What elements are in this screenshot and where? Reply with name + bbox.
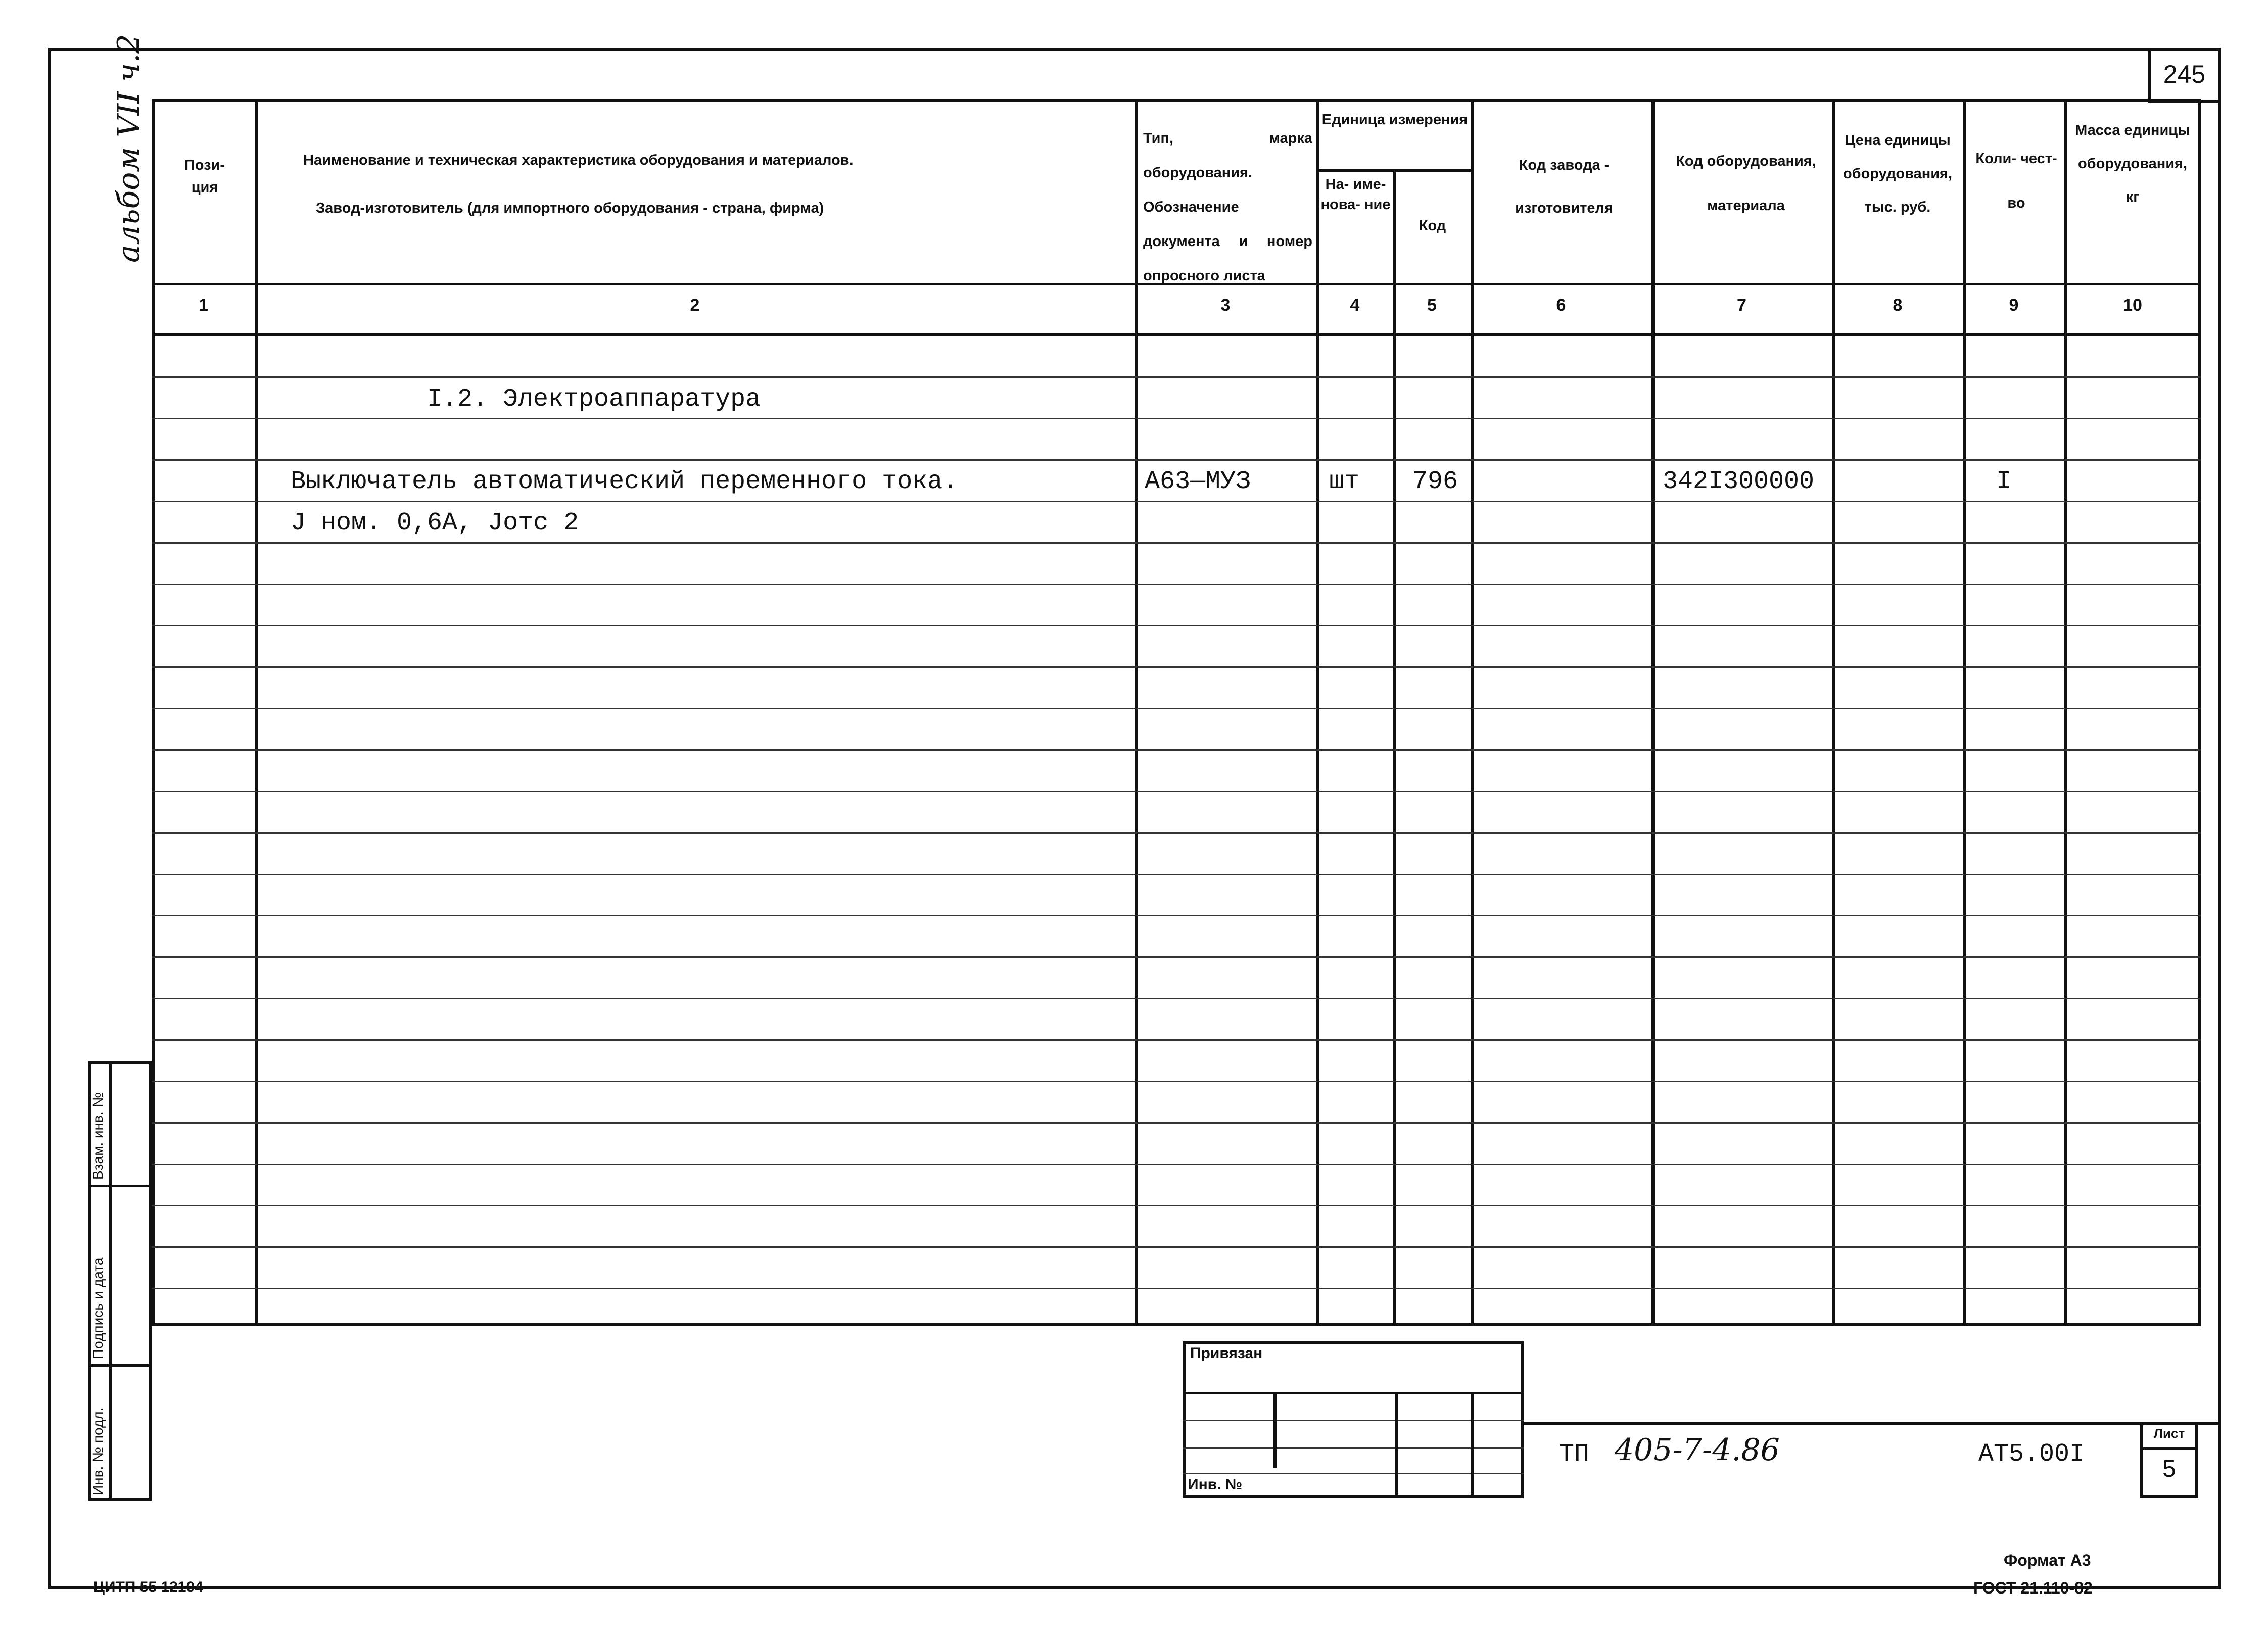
row-line: [152, 956, 2201, 958]
header-name-line2: Завод-изготовитель (для импортного оборудования - страна, фирма): [316, 200, 824, 216]
header-name-line1: Наименование и техническая характеристика оборудования и материалов.: [303, 152, 854, 168]
row-line: [152, 1246, 2201, 1248]
row-line: [152, 749, 2201, 751]
document-code: АТ5.00I: [1978, 1440, 2085, 1469]
col-divider: [1393, 169, 1396, 1326]
unit-group-divider: [1316, 169, 1471, 172]
header-unit-name: На- име- нова- ние: [1320, 176, 1391, 213]
row-line: [152, 708, 2201, 709]
row-line: [152, 791, 2201, 792]
sheet-number: 5: [2162, 1456, 2176, 1482]
column-number: 7: [1737, 296, 1746, 315]
item-type: А63—МУЗ: [1145, 467, 1251, 496]
row-line: [152, 998, 2201, 999]
row-line: [152, 1288, 2201, 1289]
binding-inventory-label: Инв. №: [1188, 1476, 1243, 1493]
header-material-code: Код оборудования, материала: [1676, 153, 1816, 214]
column-number: 8: [1893, 296, 1903, 315]
side-stamp-replacement: Взам. инв. №: [90, 1092, 106, 1180]
row-line: [152, 1081, 2201, 1082]
row-line: [152, 874, 2201, 875]
side-stamp-divider: [88, 1185, 152, 1187]
row-line: [152, 1039, 2201, 1041]
item-quantity: I: [1996, 467, 2012, 496]
header-position: Пози- ция: [184, 157, 225, 196]
side-stamp-divider: [109, 1061, 112, 1501]
row-line: [152, 376, 2201, 378]
item-unit-code: 796: [1412, 467, 1458, 496]
printer-label: ЦИТП 55 12104: [93, 1579, 203, 1596]
page-number: 245: [2163, 60, 2206, 88]
header-factory-code: Код завода - изготовителя: [1515, 157, 1613, 216]
header-price: Цена единицы оборудования, тыс. руб.: [1842, 132, 1953, 215]
header-unit-group: Единица измерения: [1321, 112, 1468, 128]
item-material-code: 342I300000: [1663, 467, 1815, 496]
gost-label: ГОСТ 21.110-82: [1973, 1579, 2093, 1597]
sheet-box-divider: [2140, 1447, 2198, 1450]
sheet-label: Лист: [2153, 1426, 2185, 1441]
header-unit-code: Код: [1419, 218, 1446, 234]
colnum-divider: [152, 333, 2201, 336]
title-block-top: [1524, 1422, 2221, 1425]
header-mass: Масса единицы оборудования, кг: [2075, 122, 2190, 205]
row-line: [152, 832, 2201, 834]
header-type: Тип, марка оборудования. Обозначение документа и номер опросного листа: [1143, 130, 1312, 284]
row-line: [152, 625, 2201, 626]
section-title: I.2. Электроаппаратура: [427, 385, 761, 414]
format-label: Формат А3: [2004, 1551, 2091, 1569]
column-number: 9: [2009, 296, 2019, 315]
row-line: [152, 1205, 2201, 1206]
row-line: [152, 915, 2201, 916]
column-number: 10: [2123, 296, 2142, 315]
row-line: [152, 666, 2201, 668]
album-note: альбом VII ч.2: [111, 34, 147, 263]
side-stamp-signature: Подпись и дата: [90, 1257, 106, 1359]
side-stamp-inventory: Инв. № подл.: [90, 1407, 106, 1495]
row-line: [152, 584, 2201, 585]
row-line: [152, 542, 2201, 544]
binding-label: Привязан: [1190, 1345, 1263, 1362]
column-number: 3: [1220, 296, 1231, 315]
item-unit: шт: [1329, 467, 1360, 496]
project-code: 405-7-4.86: [1615, 1432, 1780, 1468]
binding-divider: [1395, 1392, 1398, 1498]
item-name-params: J ном. 0,6А, Jотс 2: [291, 509, 579, 538]
item-name: Выключатель автоматический переменного тока.: [291, 467, 958, 496]
side-stamp-divider: [88, 1364, 152, 1367]
binding-divider: [1273, 1392, 1277, 1468]
title-prefix: ТП: [1559, 1440, 1590, 1469]
row-line: [152, 459, 2201, 461]
row-line: [152, 1164, 2201, 1165]
column-number: 4: [1350, 296, 1360, 315]
column-number: 1: [199, 296, 208, 315]
row-line: [152, 1122, 2201, 1124]
binding-divider: [1471, 1392, 1474, 1498]
column-number: 2: [690, 296, 700, 315]
row-line: [152, 501, 2201, 502]
column-number: 6: [1556, 296, 1566, 315]
column-number: 5: [1427, 296, 1437, 315]
row-line: [152, 418, 2201, 419]
header-quantity: Коли- чест- во: [1975, 151, 2057, 211]
